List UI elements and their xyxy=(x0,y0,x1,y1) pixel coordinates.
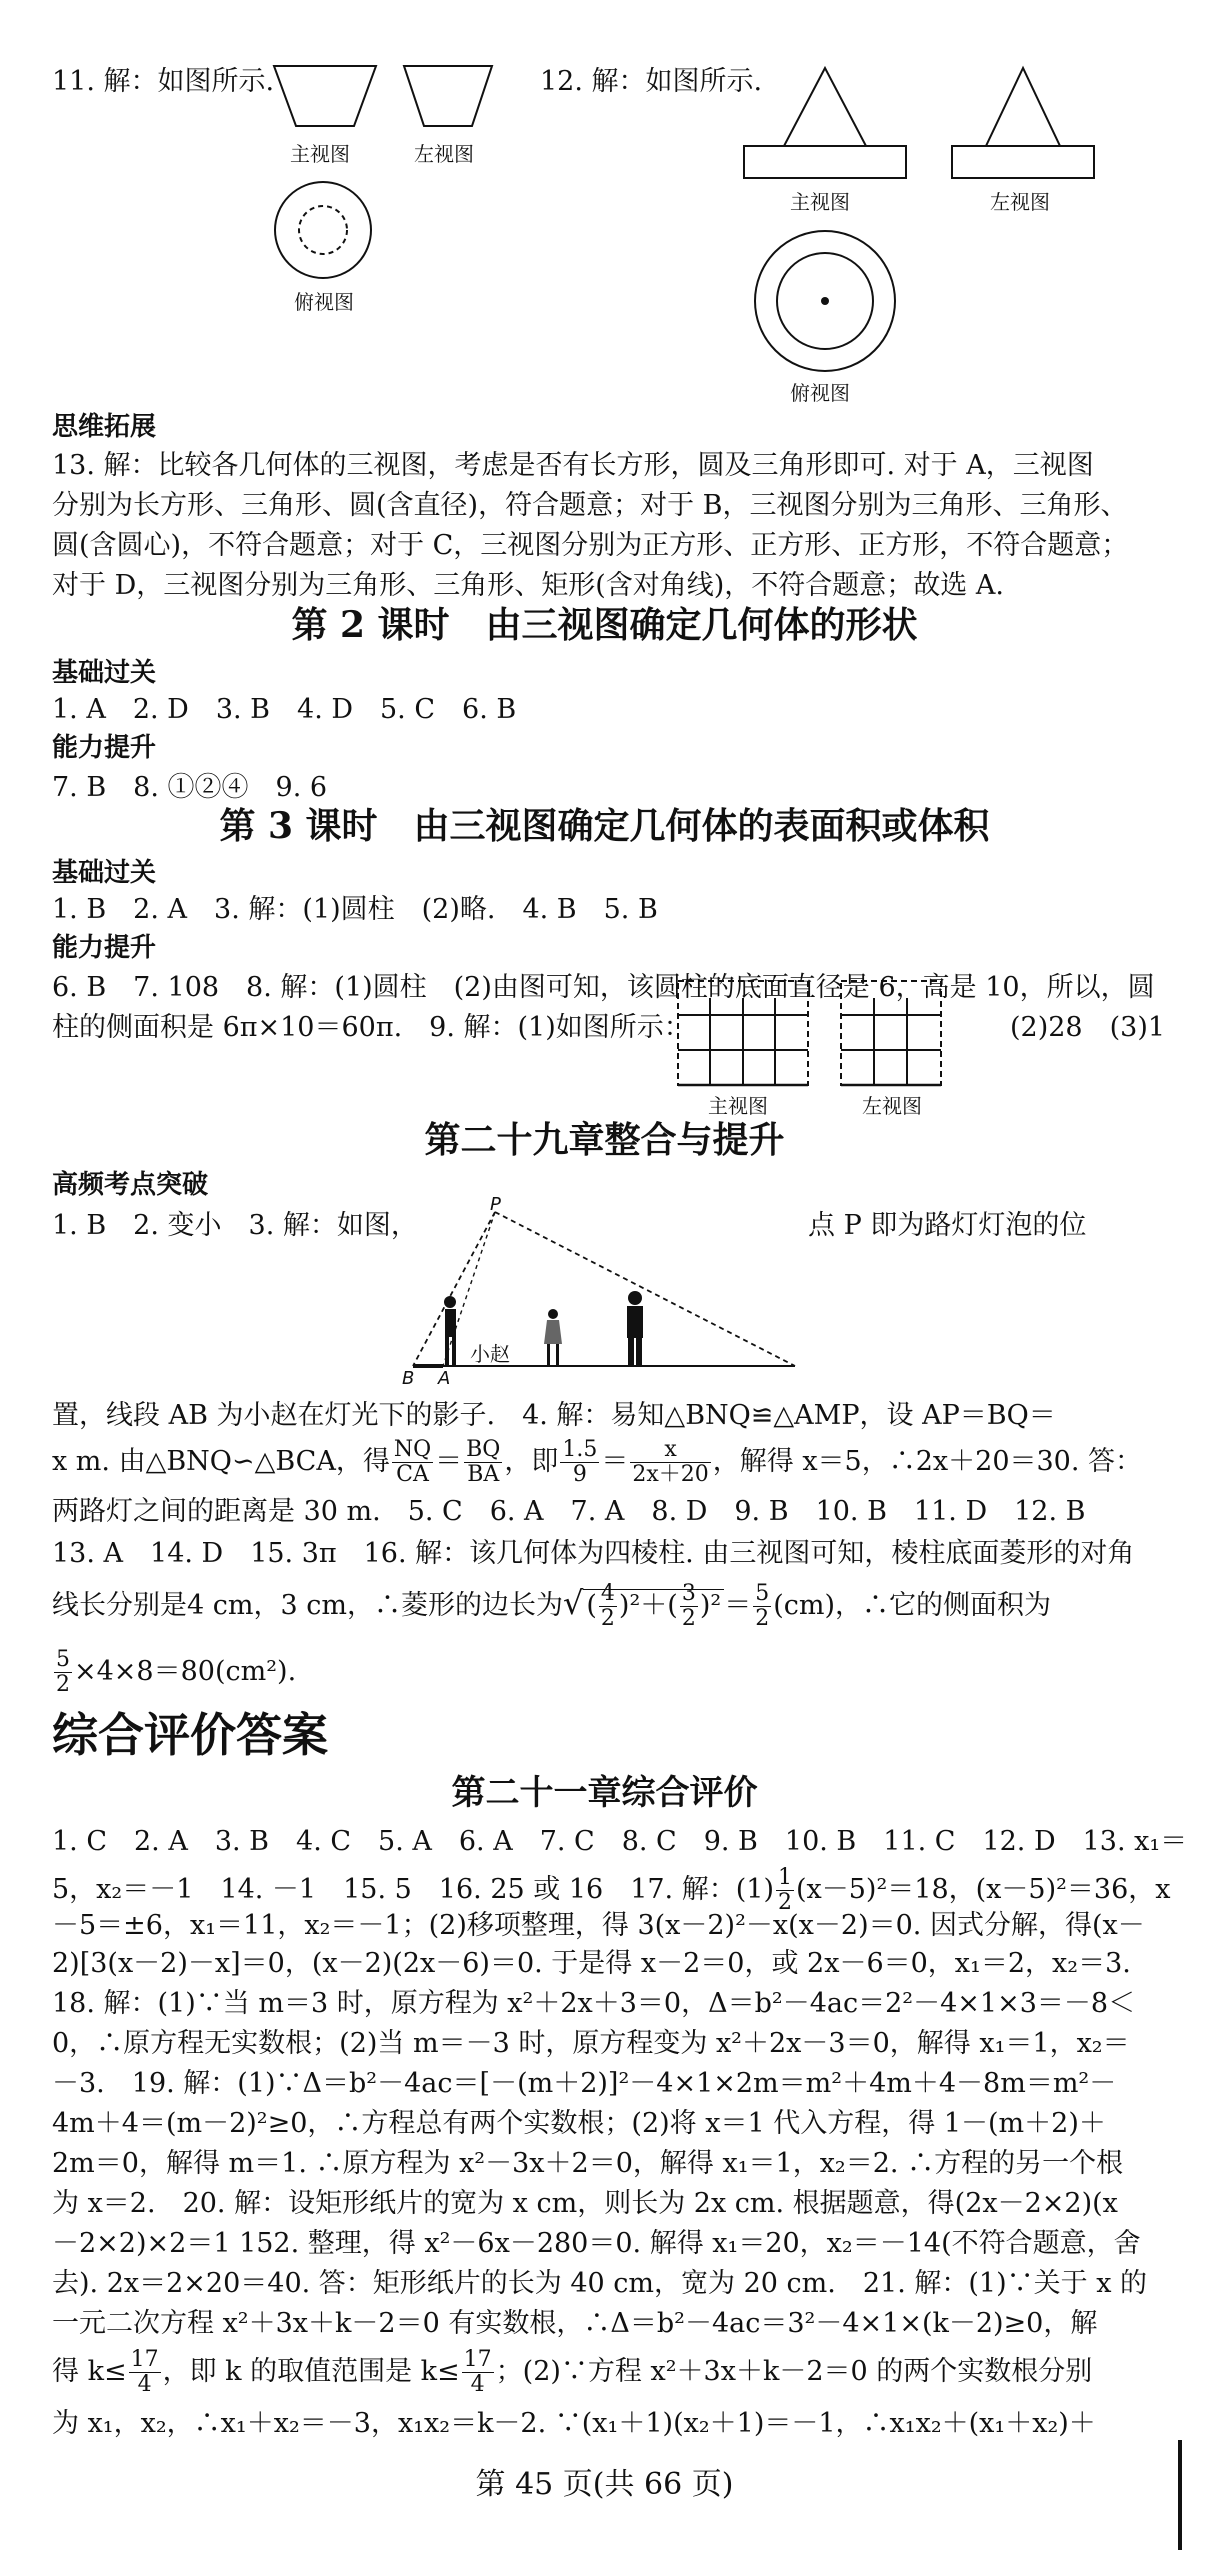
lesson3-basic-answers: 1. B 2. A 3. 解：(1)圆柱 (2)略. 4. B 5. B xyxy=(52,894,658,925)
q12-top-view-circles xyxy=(740,228,910,378)
lesson2-ability-heading: 能力提升 xyxy=(52,733,157,763)
lesson3-left-view-grid xyxy=(838,978,948,1090)
lesson2-basic-heading: 基础过关 xyxy=(52,658,157,688)
ch21-line: 2)[3(x－2)－x]＝0，(x－2)(2x－6)＝0. 于是得 x－2＝0，或 2x－6＝0，x₁＝2，x₂＝3. xyxy=(52,1948,1131,1979)
fraction: $\frac{3}{2}$ xyxy=(681,1581,696,1632)
lesson2-title: 第 2 课时 由三视图确定几何体的形状 xyxy=(291,604,918,646)
lesson3-line: 柱的侧面积是 6π×10＝60π. 9. 解：(1)如图所示： xyxy=(52,1012,691,1043)
q11-left-view-trapezoid xyxy=(400,62,496,132)
ch21-line: －2×2)×2＝1 152. 整理，得 x²－6x－280＝0. 解得 x₁＝20，x₂＝－14(不符合题意，舍 xyxy=(52,2228,1141,2259)
lesson3-basic-heading: 基础过关 xyxy=(52,858,157,888)
lesson3-line: 6. B 7. 108 8. 解：(1)圆柱 (2)由图可知，该圆柱的底面直径是 6，高是 10，所以，圆 xyxy=(52,972,1155,1003)
ch29-line: 两路灯之间的距离是 30 m. 5. C 6. A 7. A 8. D 9. B 10. B 11. D 12. B xyxy=(52,1496,1086,1527)
q12-left-caption: 左视图 xyxy=(990,190,1050,214)
fraction: $\frac{1.5}{9}$ xyxy=(562,1437,598,1488)
fig-label-p: P xyxy=(490,1194,501,1215)
q11-top-view-circles xyxy=(268,175,378,285)
fraction: $\frac{NQ}{CA}$ xyxy=(393,1437,432,1488)
ch21-line: －5＝±6，x₁＝11，x₂＝－1；(2)移项整理，得 3(x－2)²－x(x－2)＝0. 因式分解，得(x－ xyxy=(52,1910,1145,1941)
q12-text: 12. 解：如图所示. xyxy=(540,66,763,97)
q12-front-caption: 主视图 xyxy=(790,190,850,214)
ch29-subheading: 高频考点突破 xyxy=(52,1170,209,1200)
lesson3-front-view-grid xyxy=(675,978,815,1090)
lesson3-left-caption: 左视图 xyxy=(862,1094,922,1118)
ch29-title: 第二十九章整合与提升 xyxy=(424,1119,785,1161)
fraction: $\frac{17}{4}$ xyxy=(463,2347,492,2398)
ch29-line-area: $\frac{5}{2}$ ×4×8＝80(cm²). xyxy=(56,1647,297,1698)
section-siwei: 思维拓展 xyxy=(52,412,157,442)
q12-front-view xyxy=(740,62,910,182)
fig-label-b: B xyxy=(402,1368,415,1389)
ch21-line-fractions: 得 k≤ $\frac{17}{4}$ ，即 k 的取值范围是 k≤ $\frac{17}{4}$ ；(2)∵方程 x²＋3x＋k－2＝0 的两个实数根分别 xyxy=(52,2347,1093,2398)
ch21-line: 18. 解：(1)∵当 m＝3 时，原方程为 x²＋2x＋3＝0，Δ＝b²－4ac＝2²－4×1×3＝－8＜ xyxy=(52,1988,1136,2019)
q13-line: 13. 解：比较各几何体的三视图，考虑是否有长方形，圆及三角形即可. 对于 A，三视图 xyxy=(52,450,1094,481)
fig-label-xiaozhao: 小赵 xyxy=(470,1342,510,1366)
page-edge-bar xyxy=(1178,2440,1182,2550)
ch21-line: 去). 2x＝2×20＝40. 答：矩形纸片的长为 40 cm，宽为 20 cm. 21. 解：(1)∵关于 x 的 xyxy=(52,2268,1148,2299)
lesson2-basic-answers: 1. A 2. D 3. B 4. D 5. C 6. B xyxy=(52,694,517,725)
ch21-line: 1. C 2. A 3. B 4. C 5. A 6. A 7. C 8. C 9. B 10. B 11. C 12. D 13. x₁＝ xyxy=(52,1826,1188,1857)
q11-front-caption: 主视图 xyxy=(290,142,350,166)
page-number-footer: 第 45 页(共 66 页) xyxy=(475,2467,734,2502)
ch21-line: 0，∴原方程无实数根；(2)当 m＝－3 时，原方程变为 x²＋2x－3＝0，解得 x₁＝1，x₂＝ xyxy=(52,2028,1130,2059)
fraction: $\frac{17}{4}$ xyxy=(130,2347,159,2398)
ch29-line: 13. A 14. D 15. 3π 16. 解：该几何体为四棱柱. 由三视图可知，棱柱底面菱形的对角 xyxy=(52,1538,1135,1569)
q11-text: 11. 解：如图所示. xyxy=(52,66,275,97)
ch29-line-sqrt: 线长分别是4 cm，3 cm，∴菱形的边长为√ ( $\frac{4}{2}$ )²＋( $\frac{3}{2}$ )² ＝ $\frac{5}{2}$ (cm)，∴它的侧面积为 xyxy=(52,1581,1051,1632)
q12-top-caption: 俯视图 xyxy=(790,381,850,405)
zonghe-heading: 综合评价答案 xyxy=(52,1708,328,1762)
ch29-line-end: 点 P 即为路灯灯泡的位 xyxy=(808,1210,1087,1241)
fraction: $\frac{5}{2}$ xyxy=(56,1647,70,1698)
q12-left-view xyxy=(948,62,1098,182)
sqrt-body: ( $\frac{4}{2}$ )²＋( $\frac{3}{2}$ )² xyxy=(583,1589,724,1621)
ch21-line-fraction: 5，x₂＝－1 14. －1 15. 5 16. 25 或 16 17. 解：(1) $\frac{1}{2}$ (x－5)²＝18，(x－5)²＝36，x xyxy=(52,1865,1171,1916)
fraction: $\frac{x}{2x+20}$ xyxy=(632,1437,709,1488)
fraction: $\frac{4}{2}$ xyxy=(600,1581,615,1632)
ch21-line: 为 x₁，x₂，∴x₁＋x₂＝－3，x₁x₂＝k－2. ∵(x₁＋1)(x₂＋1)＝－1，∴x₁x₂＋(x₁＋x₂)＋ xyxy=(52,2408,1096,2439)
streetlight-shadow-figure xyxy=(395,1194,815,1388)
q11-left-caption: 左视图 xyxy=(414,142,474,166)
fig-label-a: A xyxy=(438,1368,451,1389)
lesson3-title: 第 3 课时 由三视图确定几何体的表面积或体积 xyxy=(219,805,990,847)
lesson3-front-caption: 主视图 xyxy=(708,1094,768,1118)
q13-line: 分别为长方形、三角形、圆(含直径)，符合题意；对于 B，三视图分别为三角形、三角形、 xyxy=(52,490,1128,521)
lesson3-line-end: (2)28 (3)1 xyxy=(1010,1012,1166,1043)
lesson3-ability-heading: 能力提升 xyxy=(52,933,157,963)
ch21-line: 为 x＝2. 20. 解：设矩形纸片的宽为 x cm，则长为 2x cm. 根据题意，得(2x－2×2)(x xyxy=(52,2188,1118,2219)
ch29-line: 1. B 2. 变小 3. 解：如图， xyxy=(52,1210,418,1241)
fraction: $\frac{1}{2}$ xyxy=(777,1865,792,1916)
ch29-line: 置，线段 AB 为小赵在灯光下的影子. 4. 解：易知△BNQ≌△AMP，设 AP＝BQ＝ xyxy=(52,1400,1056,1431)
fraction: $\frac{BQ}{BA}$ xyxy=(466,1437,501,1488)
ch21-line: 一元二次方程 x²＋3x＋k－2＝0 有实数根，∴Δ＝b²－4ac＝3²－4×1×(k－2)≥0，解 xyxy=(52,2308,1098,2339)
q11-top-caption: 俯视图 xyxy=(294,290,354,314)
ch21-line: 2m＝0，解得 m＝1. ∴原方程为 x²－3x＋2＝0，解得 x₁＝1，x₂＝2. ∴方程的另一个根 xyxy=(52,2148,1124,2179)
q13-line: 圆(含圆心)，不符合题意；对于 C，三视图分别为正方形、正方形、正方形，不符合题意； xyxy=(52,530,1129,561)
q11-front-view-trapezoid xyxy=(270,62,380,132)
ch21-title: 第二十一章综合评价 xyxy=(451,1773,758,1813)
fraction: $\frac{5}{2}$ xyxy=(755,1581,770,1632)
ch29-line-fractions: x m. 由△BNQ∽△BCA，得 $\frac{NQ}{CA}$ ＝ $\frac{BQ}{BA}$ ，即 $\frac{1.5}{9}$ ＝ $\frac{x}{2x+20}$ ，解得 x＝5，∴2x＋20＝30. 答： xyxy=(52,1437,1143,1488)
ch21-line: －3. 19. 解：(1)∵Δ＝b²－4ac＝[－(m＋2)]²－4×1×2m＝m²＋4m＋4－8m＝m²－ xyxy=(52,2068,1117,2099)
q13-line: 对于 D，三视图分别为三角形、三角形、矩形(含对角线)，不符合题意；故选 A. xyxy=(52,570,1004,601)
lesson2-ability-answers: 7. B 8. ①②④ 9. 6 xyxy=(52,772,328,803)
ch21-line: 4m＋4＝(m－2)²≥0，∴方程总有两个实数根；(2)将 x＝1 代入方程，得 1－(m＋2)＋ xyxy=(52,2108,1106,2139)
